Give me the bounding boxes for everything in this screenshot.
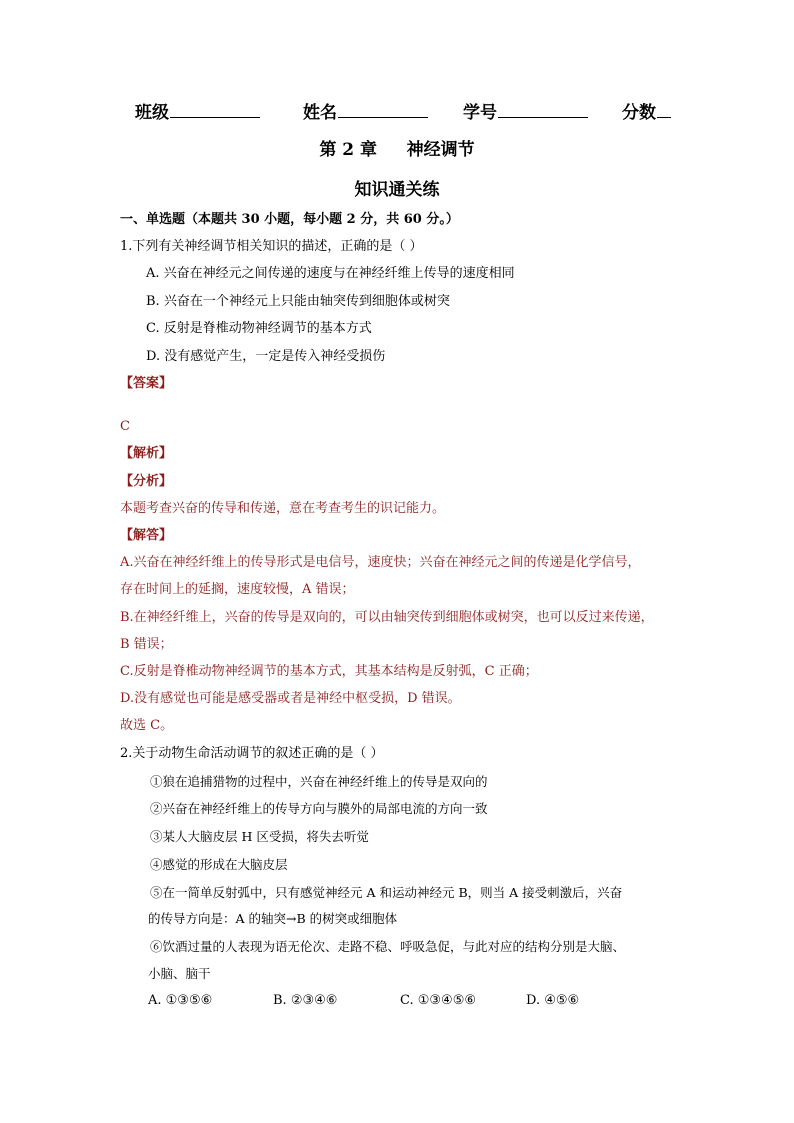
q1-jieda-line: D.没有感觉也可能是感受器或者是神经中枢受损，D 错误。 xyxy=(120,691,461,706)
q1-option-b: B. 兴奋在一个神经元上只能由轴突传到细胞体或树突 xyxy=(146,294,450,309)
q1-jieda-line: B.在神经纤维上，兴奋的传导是双向的，可以由轴突传到细胞体或树突，也可以反过来传递， xyxy=(120,610,654,625)
q1-answer: C xyxy=(120,419,130,434)
q2-statement-3: ③某人大脑皮层 H 区受损，将失去听觉 xyxy=(150,829,369,844)
q1-jieda-line: 存在时间上的延搁，速度较慢，A 错误； xyxy=(120,582,355,597)
class-label: 班级 xyxy=(135,103,169,123)
practice-subtitle: 知识通关练 xyxy=(354,180,440,200)
q1-analysis-label: 【解析】 xyxy=(120,446,173,461)
q2-choice-c: C. ①③④⑤⑥ xyxy=(400,993,477,1008)
name-blank[interactable] xyxy=(338,99,428,118)
student-id-label: 学号 xyxy=(463,103,497,123)
q2-stem: 2.关于动物生命活动调节的叙述正确的是（ ） xyxy=(120,746,384,761)
chapter-title: 第 2 章 神经调节 xyxy=(319,140,475,160)
q2-statement-6-cont: 小脑、脑干 xyxy=(148,966,211,981)
q2-choice-b: B. ②③④⑥ xyxy=(273,993,338,1008)
score-blank[interactable] xyxy=(657,99,671,118)
q1-jieda-label: 【解答】 xyxy=(120,528,173,543)
score-field[interactable] xyxy=(622,98,671,123)
student-id-blank[interactable] xyxy=(498,99,588,118)
q1-jieda-line: B 错误； xyxy=(120,637,173,652)
q1-stem: 1.下列有关神经调节相关知识的描述，正确的是（ ） xyxy=(120,239,423,254)
q2-statement-5: ⑤在一简单反射弧中，只有感觉神经元 A 和运动神经元 B，则当 A 接受刺激后，兴奋 xyxy=(150,885,623,900)
q1-option-c: C. 反射是脊椎动物神经调节的基本方式 xyxy=(146,321,372,336)
name-label: 姓名 xyxy=(303,103,337,123)
q1-jieda-line: A.兴奋在神经纤维上的传导形式是电信号，速度快；兴奋在神经元之间的传递是化学信号， xyxy=(120,555,641,570)
q2-statement-1: ①狼在追捕猎物的过程中，兴奋在神经纤维上的传导是双向的 xyxy=(150,774,488,789)
q1-conclusion: 故选 C。 xyxy=(120,718,174,733)
q2-statement-2: ②兴奋在神经纤维上的传导方向与膜外的局部电流的方向一致 xyxy=(150,801,488,816)
q1-fenxi-text: 本题考查兴奋的传导和传递，意在考查考生的识记能力。 xyxy=(120,501,446,516)
class-field[interactable] xyxy=(135,98,260,123)
score-label: 分数 xyxy=(622,103,656,123)
q2-statement-4: ④感觉的形成在大脑皮层 xyxy=(150,857,288,872)
q2-statement-5-cont: 的传导方向是：A 的轴突→B 的树突或细胞体 xyxy=(148,911,398,926)
student-id-field[interactable] xyxy=(463,98,588,123)
section-heading: 一、单选题（本题共 30 小题，每小题 2 分，共 60 分。） xyxy=(120,212,459,227)
q1-option-d: D. 没有感觉产生，一定是传入神经受损伤 xyxy=(146,349,386,364)
q2-statement-6: ⑥饮酒过量的人表现为语无伦次、走路不稳、呼吸急促，与此对应的结构分别是大脑、 xyxy=(150,939,626,954)
q2-choices xyxy=(148,993,648,1011)
q2-choice-d: D. ④⑤⑥ xyxy=(526,993,580,1008)
q1-answer-label: 【答案】 xyxy=(120,376,173,391)
q1-option-a: A. 兴奋在神经元之间传递的速度与在神经纤维上传导的速度相同 xyxy=(146,266,515,281)
q1-fenxi-label: 【分析】 xyxy=(120,474,173,489)
q2-choice-a: A. ①③⑤⑥ xyxy=(148,993,213,1008)
class-blank[interactable] xyxy=(170,99,260,118)
q1-jieda-line: C.反射是脊椎动物神经调节的基本方式，其基本结构是反射弧，C 正确； xyxy=(120,664,538,679)
student-info-header xyxy=(0,98,794,124)
name-field[interactable] xyxy=(303,98,428,123)
